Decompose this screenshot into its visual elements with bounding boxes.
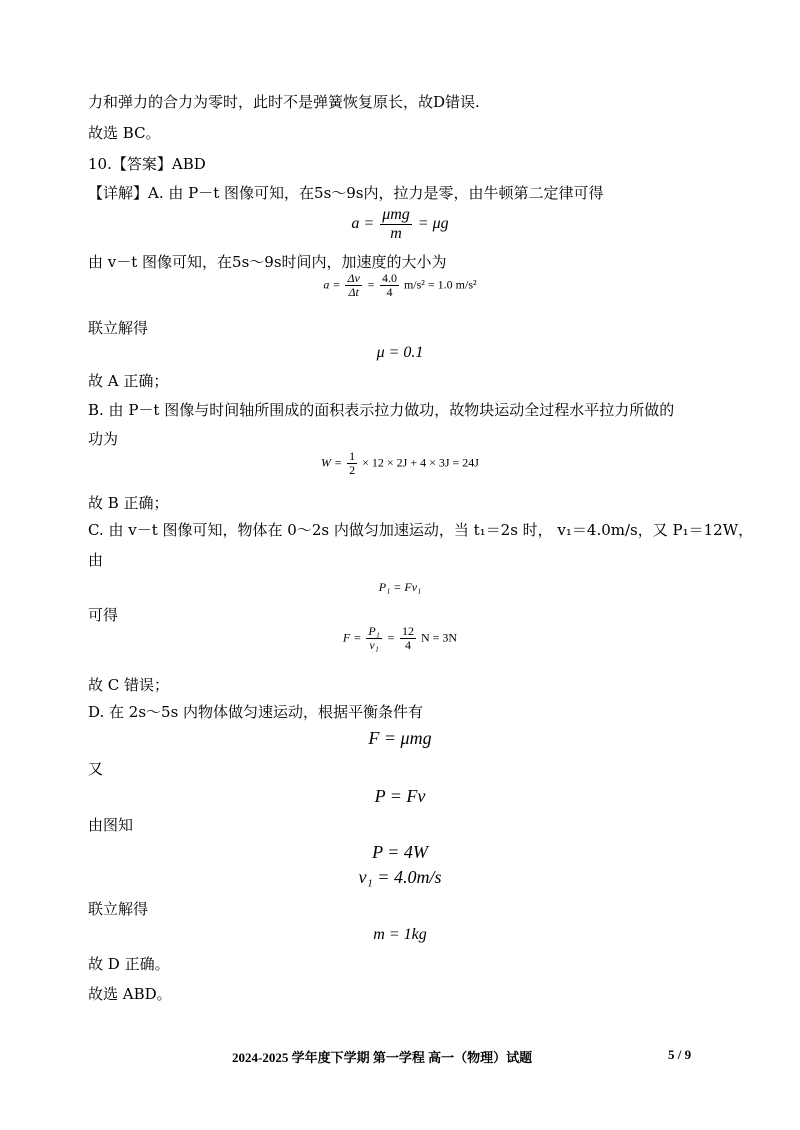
text-line: 【详解】A. 由 P－t 图像可知，在5s～9s内，拉力是零，由牛顿第二定律可得 <box>88 184 604 202</box>
text-line: 又 <box>88 760 104 778</box>
text-line: 由图知 <box>88 816 134 834</box>
equation-mu: μ = 0.1 <box>376 344 424 361</box>
text-line: 由 v－t 图像可知，在5s～9s时间内，加速度的大小为 <box>88 253 447 271</box>
equation-mass: m = 1kg <box>373 926 427 943</box>
equation-balance: F = μmg <box>368 728 432 748</box>
text-line: 故 C 错误； <box>88 676 170 694</box>
equation-power: P₁ = Fv₁ <box>378 580 422 594</box>
text-line: 力和弹力的合力为零时，此时不是弹簧恢复原长，故D错误. <box>88 93 480 111</box>
text-line: 功为 <box>88 430 119 448</box>
answer-heading: 10.【答案】ABD <box>88 155 206 173</box>
text-line: 故选 ABD。 <box>88 985 172 1003</box>
text-line: 联立解得 <box>88 319 149 337</box>
equation-power-general: P = Fv <box>374 786 426 806</box>
text-line: 由 <box>88 551 104 569</box>
equation-force: F = $\frac{\text{P₁}}{\text{v₁}}$ = $\frac{12}{4}$ N = 3N <box>342 624 458 653</box>
text-line: 可得 <box>88 606 119 624</box>
text-line: 联立解得 <box>88 900 149 918</box>
equation-acceleration: a = $\frac{\Delta v}{\Delta t}$ = $\frac{4.0}{4}$ m/s² = 1.0 m/s² <box>323 271 477 300</box>
text-line: 故 B 正确； <box>88 494 169 512</box>
text-line: 故选 BC。 <box>88 124 161 142</box>
text-line: 故 D 正确。 <box>88 955 170 973</box>
footer-title: 2024-2025 学年度下学期 第一学程 高一（物理）试题 <box>232 1050 533 1065</box>
equation-power-value: P = 4W <box>372 842 428 862</box>
text-line: C. 由 v－t 图像可知，物体在 0～2s 内做匀加速运动，当 t₁＝2s 时， v₁＝4.0m/s，又 P₁＝12W， <box>88 521 754 539</box>
equation-velocity: v₁ = 4.0m/s <box>358 867 442 887</box>
text-line: D. 在 2s～5s 内物体做匀速运动，根据平衡条件有 <box>88 703 424 721</box>
equation-newton: a = $\frac{\text{μmg}}{m}$ = μg <box>351 206 449 242</box>
page-number: 5 / 9 <box>668 1047 692 1062</box>
text-line: B. 由 P－t 图像与时间轴所围成的面积表示拉力做功，故物块运动全过程水平拉力所做的 <box>88 401 675 419</box>
equation-work: W = $\frac{1}{2}$ × 12 × 2J + 4 × 3J = 24J <box>321 449 479 478</box>
text-line: 故 A 正确； <box>88 372 169 390</box>
